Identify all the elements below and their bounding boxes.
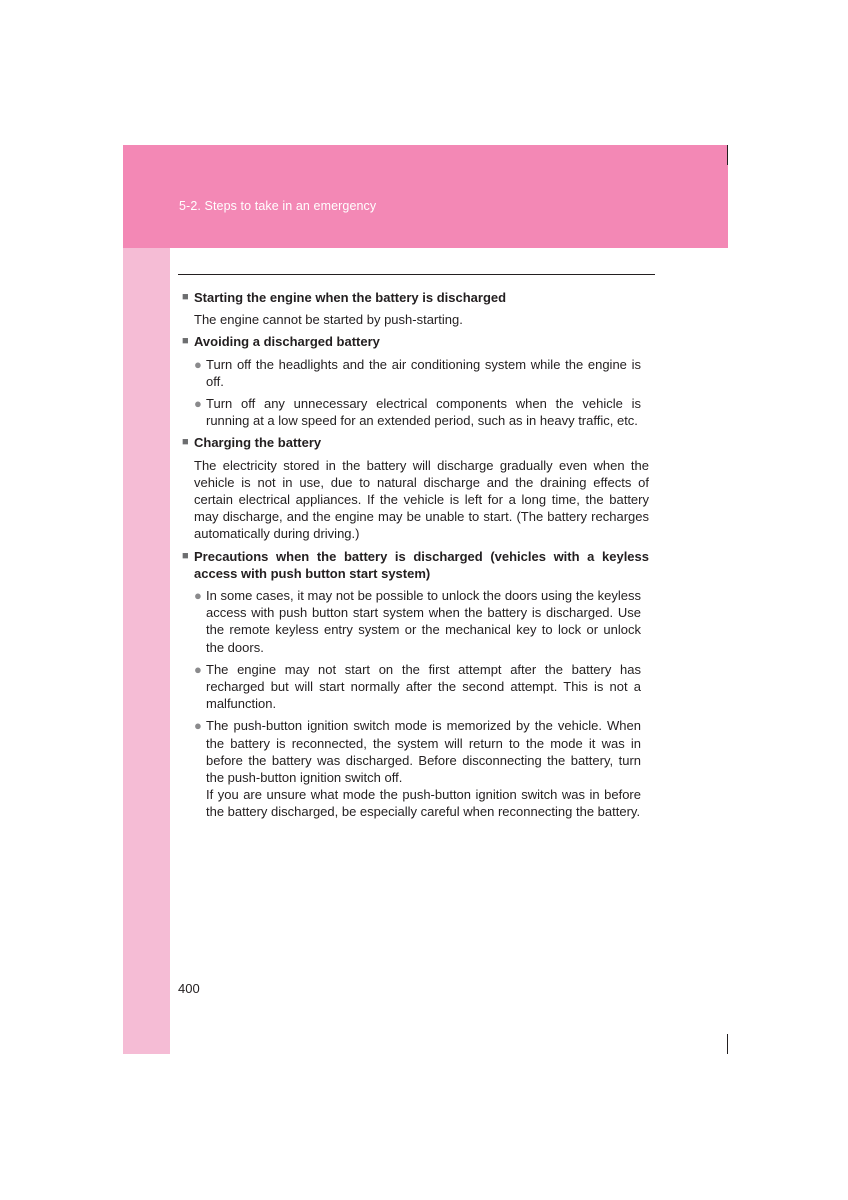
circle-bullet-icon: ●: [194, 661, 202, 677]
chapter-header-band: [123, 145, 728, 248]
section-heading: ■ Charging the battery: [182, 435, 322, 451]
section-avoiding-discharge: [182, 333, 649, 429]
section-heading: ■ Precautions when the battery is discharged (vehicles with a keyless access with push button start system): [182, 548, 649, 581]
list-item: ● In some cases, it may not be possible to unlock the doors using the keyless access with push button start system when the battery is discharged. Use the remote keyless entry system or the mechanical key to lock or unlock the doors.: [194, 588, 641, 655]
page-body: [182, 289, 649, 826]
list-item: ● The engine may not start on the first attempt after the battery has recharged but will start normally after the second attempt. This is not a malfunction.: [194, 661, 641, 712]
section-heading: ■ Avoiding a discharged battery: [182, 334, 380, 350]
list-item: ● The push-button ignition switch mode is memorized by the vehicle. When the battery is reconnected, the system will return to the mode it was in before the battery was discharged. Before disconnecting the battery, turn the push-button ignition switch off. If you are unsure what mode the push-button ignition switch was in before the battery discharged, be especially careful when reconnecting the battery.: [194, 718, 641, 820]
side-color-strip: [123, 248, 170, 1054]
list-item: ● Turn off the headlights and the air conditioning system while the engine is off.: [194, 356, 641, 389]
circle-bullet-icon: ●: [194, 718, 202, 734]
header-rule: [178, 274, 655, 275]
section-paragraph: The engine cannot be started by push-starting.: [194, 312, 463, 328]
square-bullet-icon: ■: [182, 335, 189, 348]
section-paragraph: The electricity stored in the battery will discharge gradually even when the vehicle is not in use, due to natural discharge and the draining effects of certain electrical appliances. If the vehicle is left for a long time, the battery may discharge, and the engine may be unable to start. (The battery recharges automatically during driving.): [194, 457, 649, 542]
chapter-section-title: 5-2. Steps to take in an emergency: [179, 199, 377, 213]
list-item-continuation: If you are unsure what mode the push-button ignition switch was in before the battery discharged, be especially careful when reconnecting the battery.: [206, 787, 641, 820]
circle-bullet-icon: ●: [194, 396, 202, 412]
section-heading: ■ Starting the engine when the battery is discharged: [182, 290, 507, 305]
square-bullet-icon: ■: [182, 549, 189, 562]
crop-mark-top: [727, 145, 728, 165]
square-bullet-icon: ■: [182, 436, 189, 449]
square-bullet-icon: ■: [182, 291, 189, 303]
list-item: ● Turn off any unnecessary electrical components when the vehicle is running at a low speed for an extended period, such as in heavy traffic, etc.: [194, 396, 641, 429]
crop-mark-bottom: [727, 1034, 728, 1054]
page-number: 400: [178, 981, 200, 996]
circle-bullet-icon: ●: [194, 588, 202, 604]
circle-bullet-icon: ●: [194, 356, 202, 372]
section-starting-engine: [182, 289, 649, 328]
section-precautions: [182, 548, 649, 821]
section-charging-battery: [182, 434, 649, 542]
